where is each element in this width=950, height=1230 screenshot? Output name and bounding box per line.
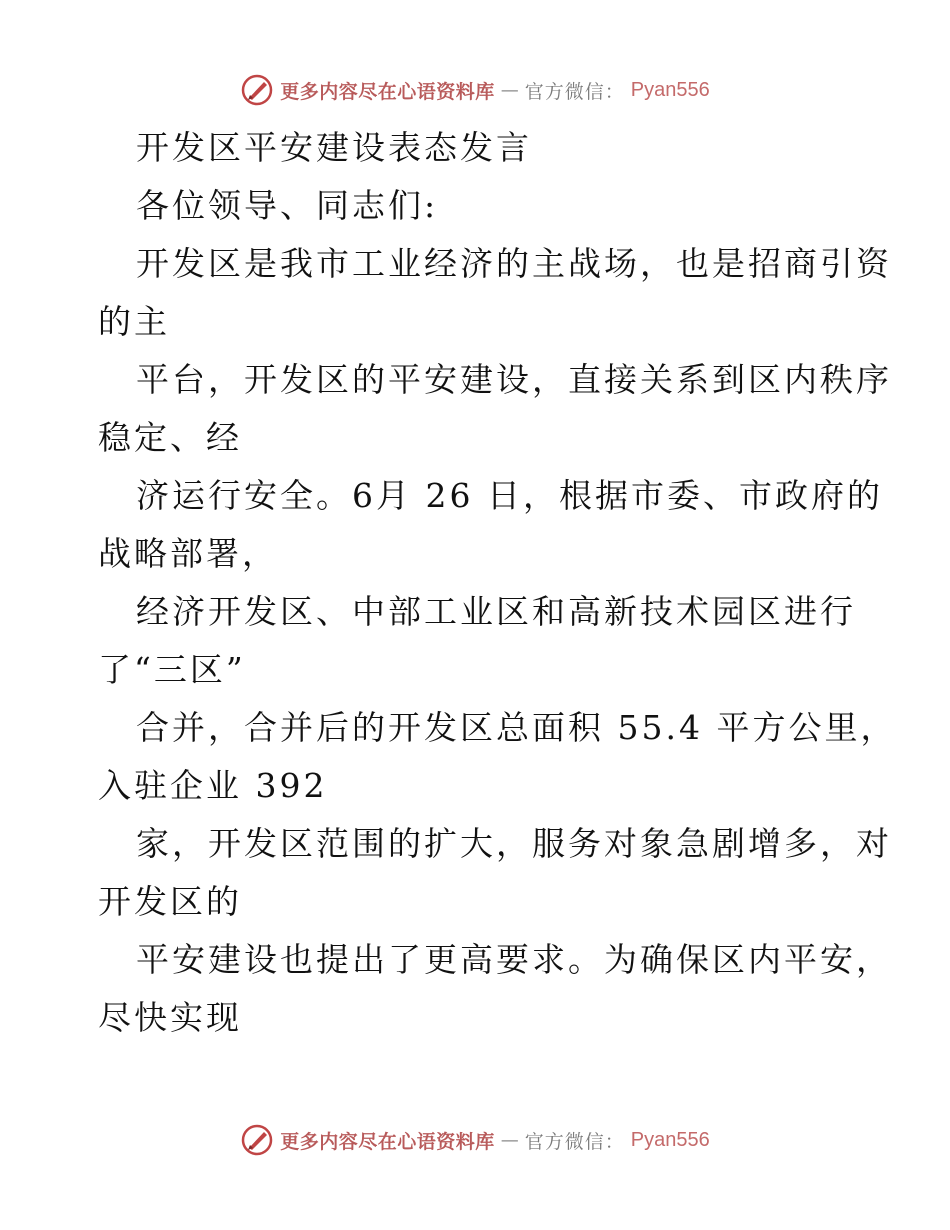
paragraph-line: 尽快实现	[98, 998, 242, 1037]
quill-seal-icon	[240, 73, 274, 107]
watermark-main-text: 更多内容尽在心语资料库	[280, 1130, 495, 1153]
header-watermark	[0, 70, 950, 110]
quill-seal-icon	[240, 1123, 274, 1157]
watermark-separator: —	[500, 79, 519, 101]
watermark-id: Pyan556	[630, 78, 710, 101]
paragraph-line: 济运行安全。6月 26 日，根据市委、市政府的	[136, 476, 883, 515]
paragraph-line: 稳定、经	[98, 418, 242, 457]
paragraph-line: 入驻企业 392	[98, 766, 328, 805]
paragraph-line: 开发区的	[98, 882, 242, 921]
paragraph-line: 经济开发区、中部工业区和高新技术园区进行	[136, 592, 856, 631]
paragraph-line: 战略部署，	[98, 534, 278, 573]
paragraph-line: 开发区是我市工业经济的主战场，也是招商引资	[136, 244, 892, 283]
watermark-main-text: 更多内容尽在心语资料库	[280, 80, 495, 103]
document-title: 开发区平安建设表态发言	[136, 128, 532, 167]
watermark-label: 官方微信：	[524, 80, 625, 103]
watermark-id: Pyan556	[630, 1128, 710, 1151]
footer-watermark	[0, 1120, 950, 1160]
paragraph-line: 合并，合并后的开发区总面积 55.4 平方公里，	[136, 708, 897, 747]
paragraph-line: 了“三区”	[98, 650, 246, 689]
watermark-separator: —	[500, 1129, 519, 1151]
paragraph-line: 平安建设也提出了更高要求。为确保区内平安，	[136, 940, 892, 979]
paragraph-line: 的主	[98, 302, 170, 341]
paragraph-line: 平台，开发区的平安建设，直接关系到区内秩序	[136, 360, 892, 399]
paragraph-line: 家，开发区范围的扩大，服务对象急剧增多，对	[136, 824, 892, 863]
document-salutation: 各位领导、同志们:	[136, 186, 439, 225]
watermark-label: 官方微信：	[524, 1130, 625, 1153]
